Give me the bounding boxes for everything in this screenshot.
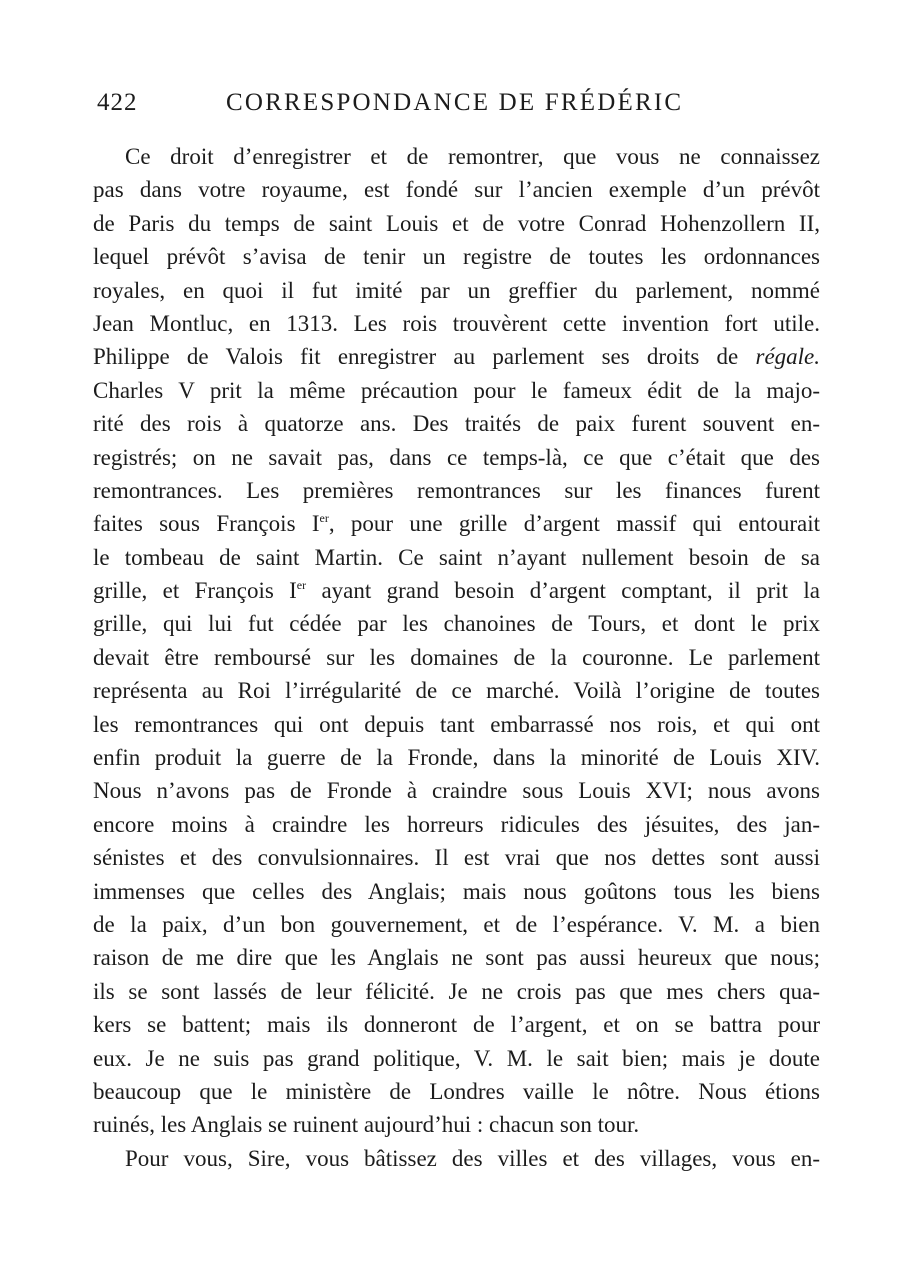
text-line: registrés; on ne savait pas, dans ce temps-là, ce que c’était que des [93, 444, 820, 470]
text-fragment: Philippe de Valois fit enregistrer au parlement ses droits de [93, 344, 739, 370]
text-line: Pour vous, Sire, vous bâtissez des villes et des villages, vous en- [125, 1145, 820, 1171]
text-fragment: ayant grand besoin d’argent comptant, il prit la [306, 578, 820, 604]
text-line: beaucoup que le ministère de Londres vaille le nôtre. Nous étions [93, 1078, 820, 1104]
text-line: encore moins à craindre les horreurs ridicules des jésuites, des jan- [93, 811, 820, 837]
text-line: ruinés, les Anglais se ruinent aujourd’hui : chacun son tour. [93, 1112, 640, 1138]
text-line [93, 574, 820, 607]
superscript: er [319, 511, 329, 526]
text-line [93, 340, 820, 373]
text-line: lequel prévôt s’avisa de tenir un registre de toutes les ordonnances [93, 244, 820, 270]
text-line: enfin produit la guerre de la Fronde, dans la minorité de Louis XIV. [93, 745, 820, 771]
text-line: grille, qui lui fut cédée par les chanoines de Tours, et dont le prix [93, 611, 820, 637]
text-fragment: , pour une grille d’argent massif qui entourait [328, 511, 821, 537]
text-line: royales, en quoi il fut imité par un greffier du parlement, nommé [93, 277, 820, 303]
text-line: rité des rois à quatorze ans. Des traités de paix furent souvent en- [93, 411, 820, 437]
text-fragment: grille, et François I [93, 578, 297, 604]
text-line: Jean Montluc, en 1313. Les rois trouvèrent cette invention fort utile. [93, 310, 820, 336]
text-fragment: faites sous François I [93, 511, 320, 537]
text-line: le tombeau de saint Martin. Ce saint n’ayant nullement besoin de sa [93, 544, 820, 570]
text-line: pas dans votre royaume, est fondé sur l’ancien exemple d’un prévôt [93, 177, 820, 203]
text-line: remontrances. Les premières remontrances sur les finances furent [93, 477, 820, 503]
text-line: Nous n’avons pas de Fronde à craindre sous Louis XVI; nous avons [93, 778, 820, 804]
text-line: Ce droit d’enregistrer et de remontrer, que vous ne connaissez [125, 144, 820, 169]
text-line: raison de me dire que les Anglais ne sont pas aussi heureux que nous; [93, 945, 820, 971]
text-line: de la paix, d’un bon gouvernement, et de l’espérance. V. M. a bien [93, 911, 820, 937]
text-line: immenses que celles des Anglais; mais nous goûtons tous les biens [93, 878, 820, 904]
text-line: représenta au Roi l’irrégularité de ce marché. Voilà l’origine de toutes [93, 678, 820, 704]
text-line: Charles V prit la même précaution pour le fameux édit de la majo- [93, 377, 820, 403]
running-head: CORRESPONDANCE DE FRÉDÉRIC [226, 89, 684, 116]
text-line: kers se battent; mais ils donneront de l’argent, et on se battra pour [93, 1012, 820, 1038]
text-line [93, 507, 820, 540]
superscript: er [296, 578, 307, 593]
italic-word: régale. [755, 344, 821, 370]
text-line: ils se sont lassés de leur félicité. Je ne crois pas que mes chers qua- [93, 978, 820, 1004]
text-line: sénistes et des convulsionnaires. Il est vrai que nos dettes sont aussi [93, 845, 820, 871]
body-text [93, 140, 820, 1175]
text-line: de Paris du temps de saint Louis et de votre Conrad Hohenzollern II, [93, 210, 820, 236]
page-number: 422 [97, 89, 138, 116]
text-line: devait être remboursé sur les domaines de la couronne. Le parlement [93, 644, 820, 670]
text-line: eux. Je ne suis pas grand politique, V. M. le sait bien; mais je doute [93, 1045, 820, 1071]
text-line: les remontrances qui ont depuis tant embarrassé nos rois, et qui ont [93, 711, 820, 737]
